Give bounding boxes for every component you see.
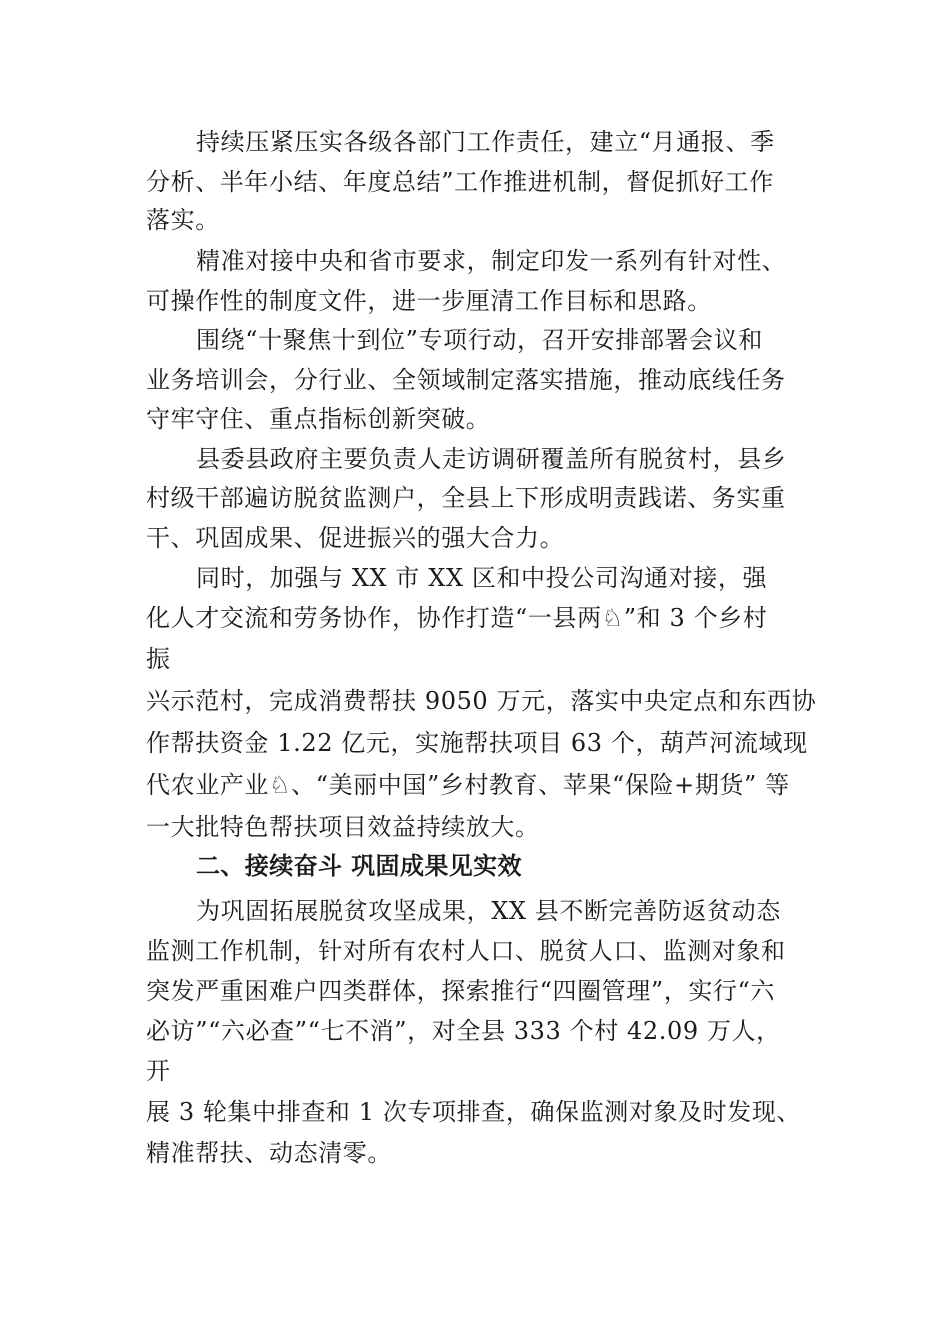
section-heading: 二、接续奋斗 巩固成果见实效 bbox=[196, 852, 522, 880]
paragraph-6-line-6: 展 3 轮集中排查和 1 次专项排查，确保监测对象及时发现、 bbox=[146, 1098, 802, 1126]
paragraph-5-line-6: 代农业产业♘、“美丽中国”乡村教育、苹果“保险+期货” 等 bbox=[146, 771, 790, 799]
paragraph-2-line-2: 可操作性的制度文件，进一步厘清工作目标和思路。 bbox=[146, 287, 712, 315]
paragraph-1-line-3: 落实。 bbox=[146, 206, 220, 234]
paragraph-1-line-2: 分析、半年小结、年度总结”工作推进机制，督促抓好工作 bbox=[146, 168, 774, 196]
paragraph-6-line-5: 开 bbox=[146, 1057, 171, 1085]
paragraph-5-line-7: 一大批特色帮扶项目效益持续放大。 bbox=[146, 813, 540, 841]
paragraph-5-line-2: 化人才交流和劳务协作，协作打造“一县两♘”和 3 个乡村 bbox=[146, 604, 768, 632]
paragraph-3-line-3: 守牢守住、重点指标创新突破。 bbox=[146, 405, 491, 433]
paragraph-6-line-2: 监测工作机制，针对所有农村人口、脱贫人口、监测对象和 bbox=[146, 937, 786, 965]
paragraph-6-line-7: 精准帮扶、动态清零。 bbox=[146, 1139, 392, 1167]
paragraph-1-line-1: 持续压紧压实各级各部门工作责任，建立“月通报、季 bbox=[196, 128, 775, 156]
paragraph-3-line-2: 业务培训会，分行业、全领域制定落实措施，推动底线任务 bbox=[146, 366, 786, 394]
paragraph-4-line-1: 县委县政府主要负责人走访调研覆盖所有脱贫村，县乡 bbox=[196, 445, 787, 473]
paragraph-4-line-3: 干、巩固成果、促进振兴的强大合力。 bbox=[146, 524, 565, 552]
paragraph-5-line-5: 作帮扶资金 1.22 亿元，实施帮扶项目 63 个，葫芦河流域现 bbox=[146, 729, 808, 757]
paragraph-6-line-1: 为巩固拓展脱贫攻坚成果，XX 县不断完善防返贫动态 bbox=[196, 897, 781, 925]
paragraph-5-line-1: 同时，加强与 XX 市 XX 区和中投公司沟通对接，强 bbox=[196, 564, 768, 592]
paragraph-2-line-1: 精准对接中央和省市要求，制定印发一系列有针对性、 bbox=[196, 247, 787, 275]
paragraph-3-line-1: 围绕“十聚焦十到位”专项行动，召开安排部署会议和 bbox=[196, 326, 763, 354]
paragraph-6-line-3: 突发严重困难户四类群体，探索推行“四圈管理”，实行“六 bbox=[146, 977, 776, 1005]
paragraph-5-line-4: 兴示范村，完成消费帮扶 9050 万元，落实中央定点和东西协 bbox=[146, 687, 817, 715]
paragraph-5-line-3: 振 bbox=[146, 645, 171, 673]
paragraph-4-line-2: 村级干部遍访脱贫监测户，全县上下形成明责践诺、务实重 bbox=[146, 484, 786, 512]
paragraph-6-line-4: 必访”“六必查”“七不消”，对全县 333 个村 42.09 万人， bbox=[146, 1017, 781, 1045]
